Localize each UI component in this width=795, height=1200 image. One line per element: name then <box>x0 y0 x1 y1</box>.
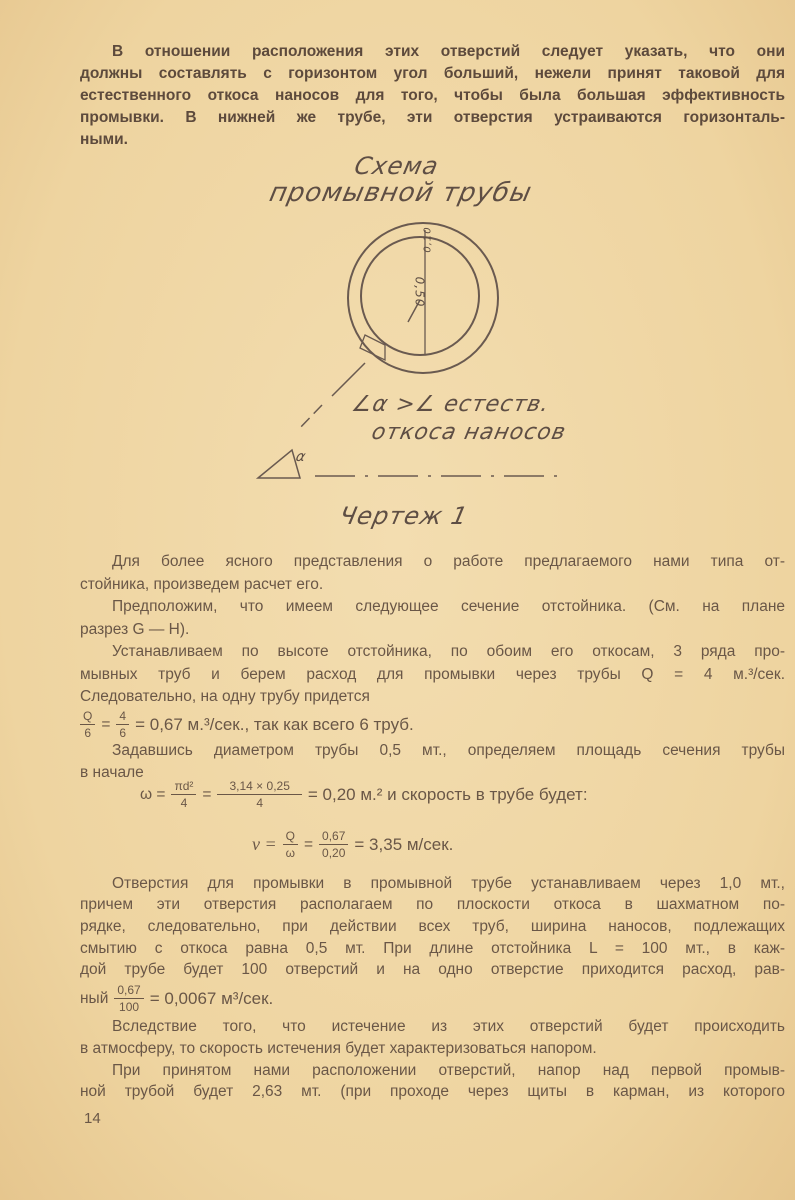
equals: = <box>202 785 212 803</box>
numerator: 0,67 <box>114 982 143 999</box>
text-line: дой трубе будет 100 отверстий и на одно отверстие приходится расход, рав- <box>80 961 785 978</box>
text-line: Следовательно, на одну трубу придется <box>80 688 370 705</box>
angle-note: откоса наносов <box>369 420 569 445</box>
formula-area <box>140 778 588 811</box>
text-line: разрез G — H). <box>80 621 190 638</box>
text-line: ными. <box>80 131 128 148</box>
equals: = <box>303 835 314 853</box>
dimension-label: 0,50 <box>412 276 427 308</box>
formula-result: = 0,0067 м³/сек. <box>149 988 274 1008</box>
text-line: ной трубой будет 2,63 мт. (при проходе через щиты в карман, из которого <box>80 1083 785 1100</box>
text-line: Предположим, что имеем следующее сечение отстойника. (См. на плане <box>112 598 785 615</box>
text-line: Отверстия для промывки в промывной трубе устанавливаем через 1,0 мт., <box>112 875 785 892</box>
formula-lhs: v = <box>252 834 277 854</box>
numerator: πd² <box>171 778 196 795</box>
text-line: в атмосферу, то скорость истечения будет характеризоваться напором. <box>80 1040 597 1057</box>
figure-title: Схема <box>352 152 442 180</box>
formula-lhs: ный <box>80 989 109 1007</box>
text-line: промывки. В нижней же трубе, эти отверстия устраиваются горизонталь- <box>80 109 785 126</box>
text-line: причем эти отверстия располагаем по плоскости откоса в шахматном по- <box>80 896 785 913</box>
numerator: 0,67 <box>319 828 348 845</box>
text-line: должны составлять с горизонтом угол больший, нежели принят таковой для <box>80 65 785 82</box>
text-line: Задавшись диаметром трубы 0,5 мт., определяем площадь сечения трубы <box>112 742 785 759</box>
outlet-opening <box>360 335 385 360</box>
page-number: 14 <box>84 1110 101 1127</box>
text-line: Для более ясного представления о работе предлагаемого нами типа от- <box>112 553 785 570</box>
formula-velocity <box>252 828 453 861</box>
denominator: 6 <box>119 726 127 740</box>
numerator: Q <box>283 828 298 845</box>
denominator: ω <box>285 846 295 860</box>
denominator: 4 <box>180 796 188 810</box>
text-line: Устанавливаем по высоте отстойника, по обоим его откосам, 3 ряда про- <box>112 643 785 660</box>
formula-per-opening <box>80 982 273 1015</box>
text-line: смытию с откоса равна 0,5 мт. При длине отстойника L = 100 мт., в каж- <box>80 940 785 957</box>
formula-lhs: ω = <box>140 785 166 803</box>
text-line: рядке, следовательно, при действии всех труб, ширина наносов, подлежащих <box>80 918 785 935</box>
formula-result: = 3,35 м/сек. <box>354 834 454 854</box>
numerator: 4 <box>116 708 129 725</box>
equals: = <box>101 715 111 733</box>
text-line: естественного откоса наносов для того, чтобы была большая эффективность <box>80 87 785 104</box>
pipe-diagram <box>0 0 795 560</box>
numerator: 3,14 × 0,25 <box>217 778 301 795</box>
text-line: стойника, произведем расчет его. <box>80 576 324 593</box>
formula-result: = 0,20 м.² и скорость в трубе будет: <box>307 784 588 804</box>
denominator: 6 <box>84 726 92 740</box>
text-line: мывных труб и берем расход для промывки через трубы Q = 4 м.³/сек. <box>80 666 785 683</box>
formula-per-pipe <box>80 708 414 741</box>
text-line: в начале <box>80 764 144 781</box>
angle-note: ∠α >∠ естеств. <box>349 392 552 417</box>
text-line: Вследствие того, что истечение из этих отверстий будет происходить <box>112 1018 785 1035</box>
text-line: В отношении расположения этих отверстий следует указать, что они <box>112 43 785 60</box>
denominator: 4 <box>256 796 264 810</box>
figure-title: промывной трубы <box>266 178 535 208</box>
denominator: 100 <box>119 1000 140 1014</box>
dimension-label: 0,10 <box>422 226 434 253</box>
figure-caption: Чертеж 1 <box>337 502 471 530</box>
text-line: При принятом нами расположении отверстий, напор над первой промыв- <box>112 1062 785 1079</box>
angle-symbol: α <box>294 449 308 465</box>
numerator: Q <box>80 708 95 725</box>
formula-result: = 0,67 м.³/сек., так как всего 6 труб. <box>135 714 414 734</box>
denominator: 0,20 <box>322 846 346 860</box>
